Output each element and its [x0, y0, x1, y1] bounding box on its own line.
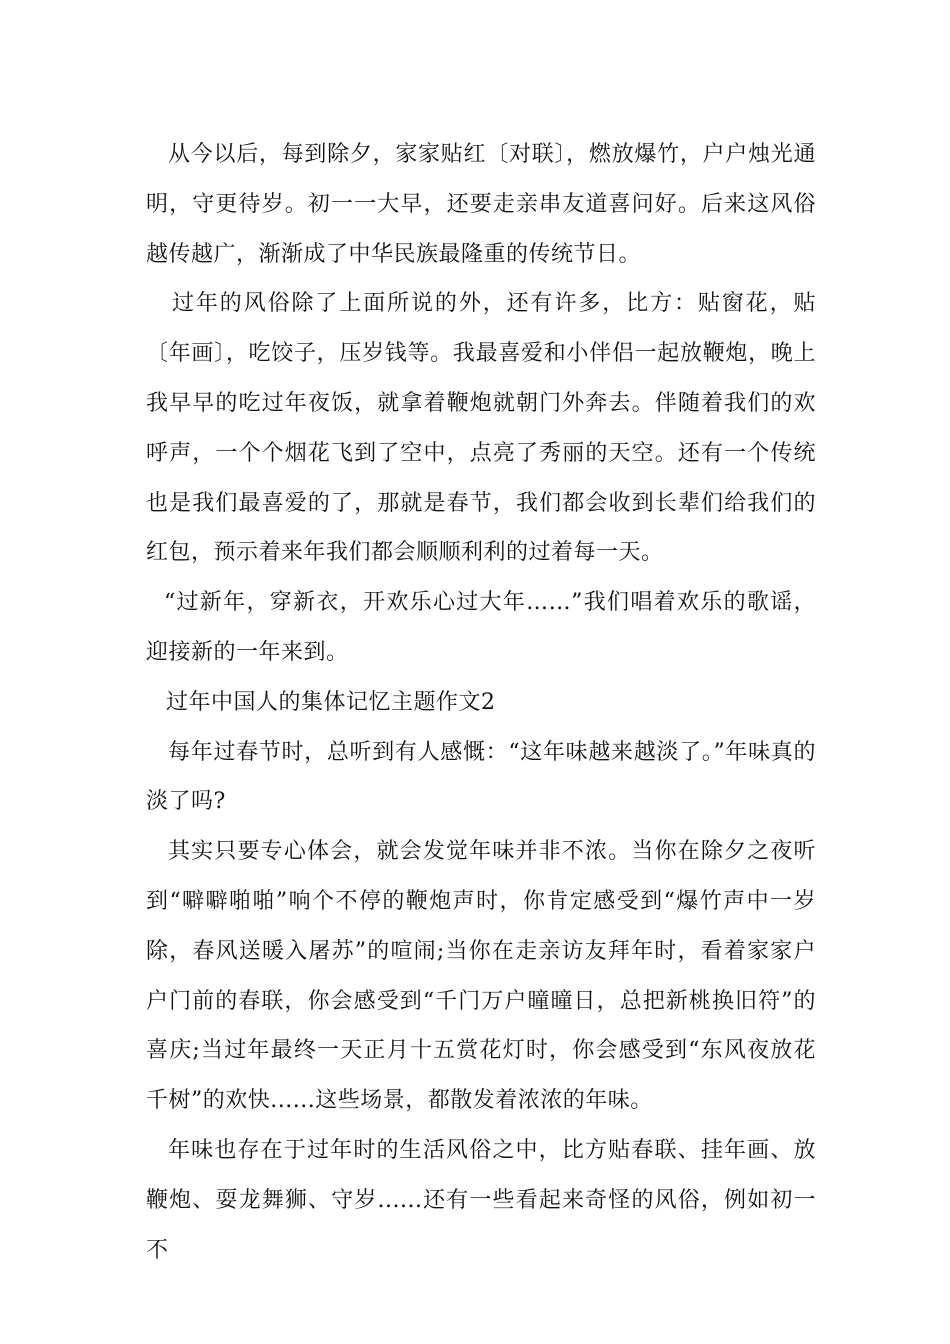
document-body [146, 130, 816, 1275]
paragraph-folk-customs: 年味也存在于过年时的生活风俗之中，比方贴春联、挂年画、放鞭炮、耍龙舞狮、守岁......还有一些看起来奇怪的风俗，例如初一不 [146, 1137, 816, 1263]
paragraph-new-year-origin: 从今以后，每到除夕，家家贴红〔对联〕，燃放爆竹，户户烛光通明，守更待岁。初一一大早，还要走亲串友道喜问好。后来这风俗越传越广，渐渐成了中华民族最隆重的传统节日。 [146, 142, 816, 267]
paragraph-song: “过新年，穿新衣，开欢乐心过大年……”我们唱着欢乐的歌谣，迎接新的一年来到。 [146, 590, 816, 665]
paragraph-new-year-taste: 每年过春节时，总听到有人感慨：“这年味越来越淡了。”年味真的淡了吗? [146, 739, 816, 815]
essay-title-2: 过年中国人的集体记忆主题作文2 [166, 689, 496, 715]
paragraph-customs: 过年的风俗除了上面所说的外，还有许多，比方：贴窗花，贴〔年画〕，吃饺子，压岁钱等。我最喜爱和小伴侣一起放鞭炮，晚上我早早的吃过年夜饭，就拿着鞭炮就朝门外奔去。伴随着我们的欢呼声，一个个烟花飞到了空中，点亮了秀丽的天空。还有一个传统也是我们最喜爱的了，那就是春节，我们都会收到长辈们给我们的红包，预示着来年我们都会顺顺利利的过着每一天。 [146, 291, 816, 566]
paragraph-firecrackers: 其实只要专心体会，就会发觉年味并非不浓。当你在除夕之夜听到“噼噼啪啪”响个不停的鞭炮声时，你肯定感受到“爆竹声中一岁除，春风送暖入屠苏”的喧闹;当你在走亲访友拜年时，看着家家户户门前的春联，你会感受到“千门万户曈曈日，总把新桃换旧符”的喜庆;当过年最终一天正月十五赏花灯时，你会感受到“东风夜放花千树”的欢快......这些场景，都散发着浓浓的年味。 [146, 839, 816, 1114]
